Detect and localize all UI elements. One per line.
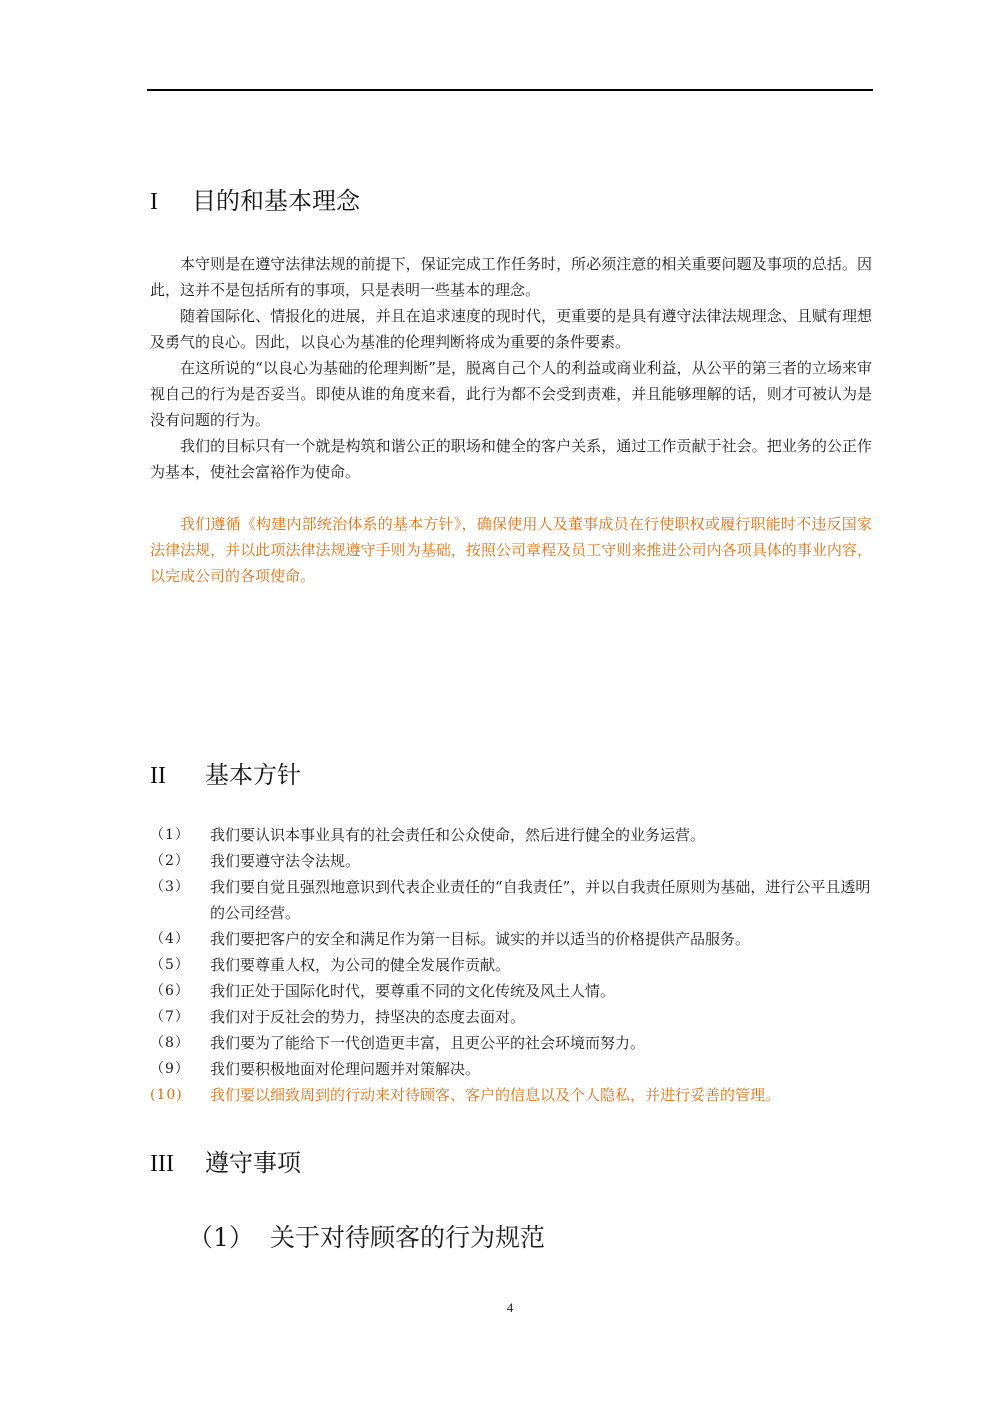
list-item — [150, 848, 880, 874]
section-2-number: II — [150, 763, 166, 789]
list-item — [150, 978, 880, 1004]
list-marker: （1） — [150, 827, 190, 843]
list-marker: （9） — [150, 1061, 190, 1077]
list-item-highlight — [150, 1082, 880, 1108]
section-3-title: 遵守事项 — [205, 1149, 301, 1177]
section-1-number: I — [150, 189, 158, 215]
paragraph: 随着国际化、情报化的进展，并且在追求速度的现时代，更重要的是具有遵守法律法规理念、且赋有理想及勇气的良心。因此，以良心为基准的伦理判断将成为重要的条件要素。 — [150, 307, 872, 351]
paragraph: 我们的目标只有一个就是构筑和谐公正的职场和健全的客户关系，通过工作贡献于社会。把业务的公正作为基本，使社会富裕作为使命。 — [150, 437, 872, 481]
list-item — [150, 952, 880, 978]
paragraph: 在这所说的“以良心为基础的伦理判断”是，脱离自己个人的利益或商业利益，从公平的第三者的立场来审视自己的行为是否妥当。即使从谁的角度来看，此行为都不会受到责难，并且能够理解的话，则才可被认为是没有问题的行为。 — [150, 359, 872, 429]
header-rule — [147, 89, 873, 91]
section-3-heading — [150, 1143, 301, 1178]
list-marker: （4） — [150, 931, 190, 947]
section-1-body — [150, 251, 872, 485]
list-text: 我们对于反社会的势力，持坚决的态度去面对。 — [210, 1008, 526, 1026]
list-marker: （5） — [150, 957, 190, 973]
list-item — [150, 1030, 880, 1056]
list-text: 我们要积极地面对伦理问题并对策解决。 — [210, 1060, 481, 1078]
list-marker: （2） — [150, 853, 190, 869]
subsection-heading — [188, 1218, 545, 1254]
list-item — [150, 822, 880, 848]
list-text: 我们要为了能给下一代创造更丰富，且更公平的社会环境而努力。 — [210, 1034, 646, 1052]
section-2-title: 基本方针 — [205, 761, 301, 789]
subsection-title: 关于对待顾客的行为规范 — [270, 1223, 546, 1252]
list-text: 我们要尊重人权，为公司的健全发展作贡献。 — [210, 956, 511, 974]
list-item — [150, 926, 880, 952]
list-item — [150, 1004, 880, 1030]
subsection-marker: （1） — [188, 1223, 254, 1252]
list-marker: （8） — [150, 1035, 190, 1051]
section-1-title: 目的和基本理念 — [192, 187, 360, 215]
list-text: 我们正处于国际化时代，要尊重不同的文化传统及风土人情。 — [210, 982, 616, 1000]
list-text: 我们要以细致周到的行动来对待顾客、客户的信息以及个人隐私，并进行妥善的管理。 — [210, 1086, 781, 1104]
list-marker: （7） — [150, 1009, 190, 1025]
policy-list — [150, 822, 880, 1108]
section-3-number: III — [150, 1151, 174, 1177]
list-item — [150, 1056, 880, 1082]
list-marker: （6） — [150, 983, 190, 999]
page-number: 4 — [506, 1300, 514, 1315]
highlight-paragraph — [150, 511, 872, 589]
list-text: 我们要把客户的安全和满足作为第一目标。诚实的并以适当的价格提供产品服务。 — [210, 930, 751, 948]
section-2-heading — [150, 755, 301, 790]
highlight-text: 我们遵循《构建内部统治体系的基本方针》，确保使用人及董事成员在行使职权或履行职能时不违反国家法律法规，并以此项法律法规遵守手则为基础，按照公司章程及员工守则来推进公司内各项具体的事业内容，以完成公司的各项使命。 — [150, 515, 872, 585]
section-1-heading — [150, 181, 360, 216]
list-text: 我们要认识本事业具有的社会责任和公众使命，然后进行健全的业务运营。 — [210, 826, 706, 844]
list-marker: (10) — [150, 1087, 183, 1103]
list-item — [150, 874, 880, 926]
list-text: 我们要遵守法令法规。 — [210, 852, 361, 870]
list-text: 我们要自觉且强烈地意识到代表企业责任的“自我责任”，并以自我责任原则为基础，进行公平且透明的公司经营。 — [210, 878, 871, 922]
paragraph: 本守则是在遵守法律法规的前提下，保证完成工作任务时，所必须注意的相关重要问题及事项的总括。因此，这并不是包括所有的事项，只是表明一些基本的理念。 — [150, 255, 872, 299]
list-marker: （3） — [150, 879, 190, 895]
